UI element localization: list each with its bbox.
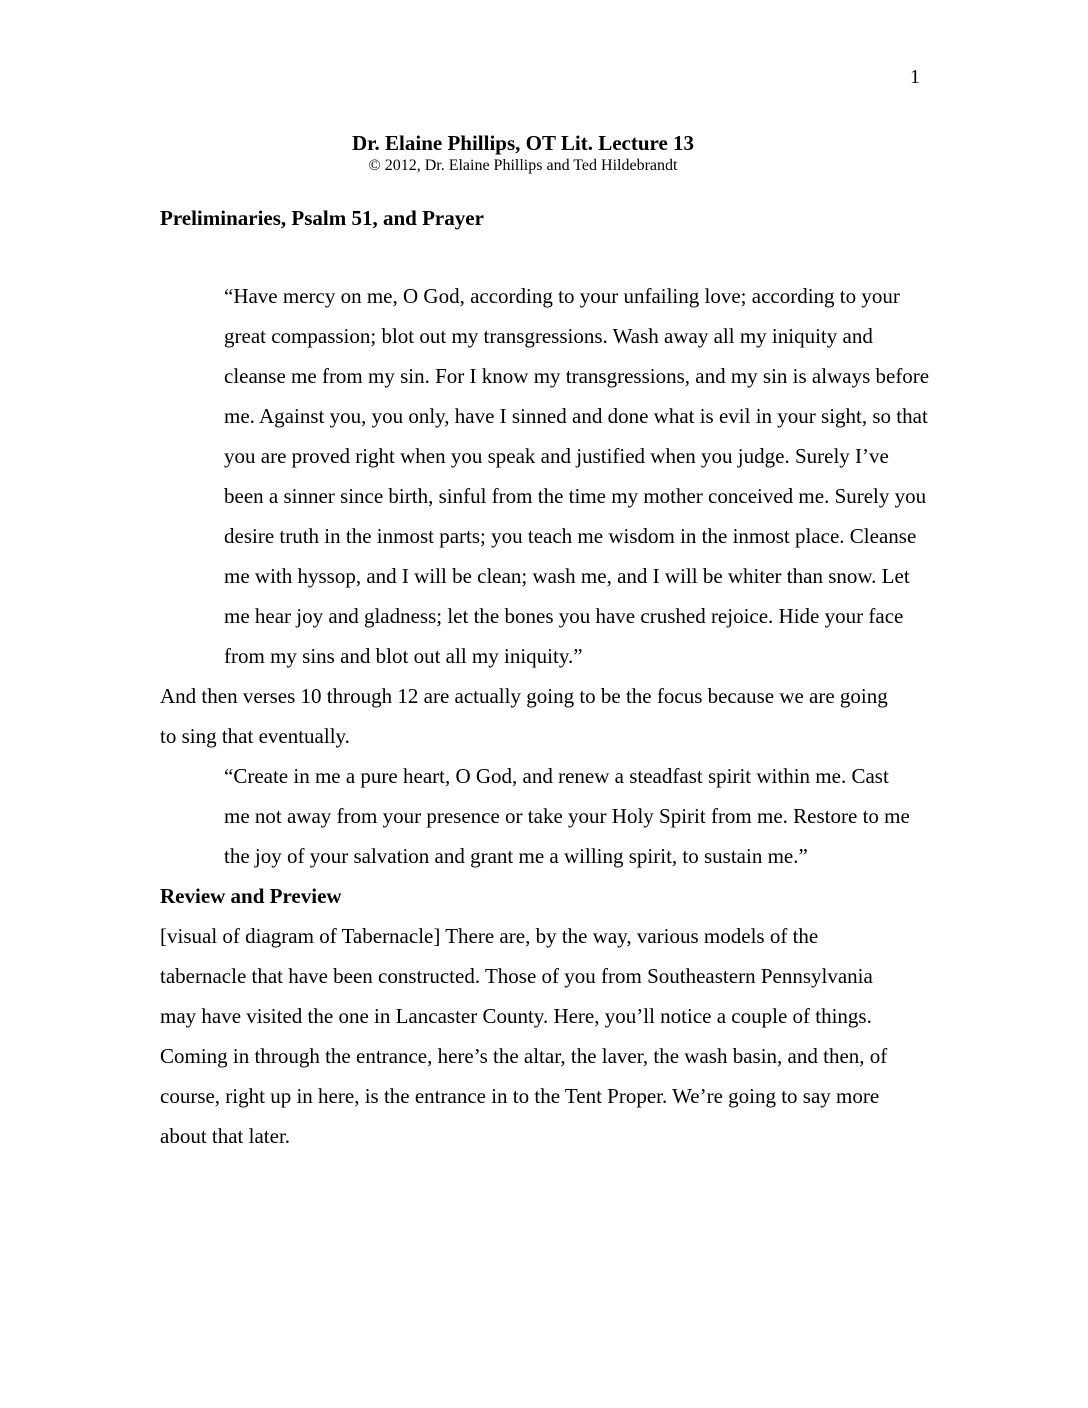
page-number: 1 (910, 66, 920, 88)
psalm-quote-block: “Have mercy on me, O God, according to your unfailing love; according to your great compassion; blot out my transgressions. Wash away all my iniquity and cleanse me from my sin. For I know my transgressions, and my sin is always before me. Against you, you only, have I sinned and done what is evil in your sight, so that you are proved right when you speak and justified when you judge. Surely I’ve been a sinner since birth, sinful from the time my mother conceived me. Surely you desire truth in the inmost parts; you teach me wisdom in the inmost place. Cleanse me with hyssop, and I will be clean; wash me, and I will be whiter than snow. Let me hear joy and gladness; let the bones you have crushed rejoice. Hide your face from my sins and blot out all my iniquity.” (224, 284, 930, 668)
section-heading-preliminaries: Preliminaries, Psalm 51, and Prayer (160, 206, 484, 230)
body-paragraph-tabernacle: [visual of diagram of Tabernacle] There are, by the way, various models of the tabernacle that have been constructed. Those of you from Southeastern Pennsylvania may have visited the one in Lancaster County. Here, you’ll notice a couple of things. Coming in through the entrance, here’s the altar, the laver, the wash basin, and then, of course, right up in here, is the entrance in to the Tent Proper. We’re going to say more about that later. (160, 924, 888, 1148)
psalm-quote-block-2: “Create in me a pure heart, O God, and renew a steadfast spirit within me. Cast me not away from your presence or take your Holy Spirit from me. Restore to me the joy of your salvation and grant me a willing spirit, to sustain me.” (224, 764, 910, 868)
copyright-line: © 2012, Dr. Elaine Phillips and Ted Hildebrandt (368, 157, 678, 174)
document-body (160, 198, 935, 1156)
lecture-title: Dr. Elaine Phillips, OT Lit. Lecture 13 (351, 131, 695, 155)
section-heading-review: Review and Preview (160, 884, 342, 908)
body-paragraph: And then verses 10 through 12 are actually going to be the focus because we are going to sing that eventually. (160, 684, 888, 748)
document-header (160, 130, 886, 176)
